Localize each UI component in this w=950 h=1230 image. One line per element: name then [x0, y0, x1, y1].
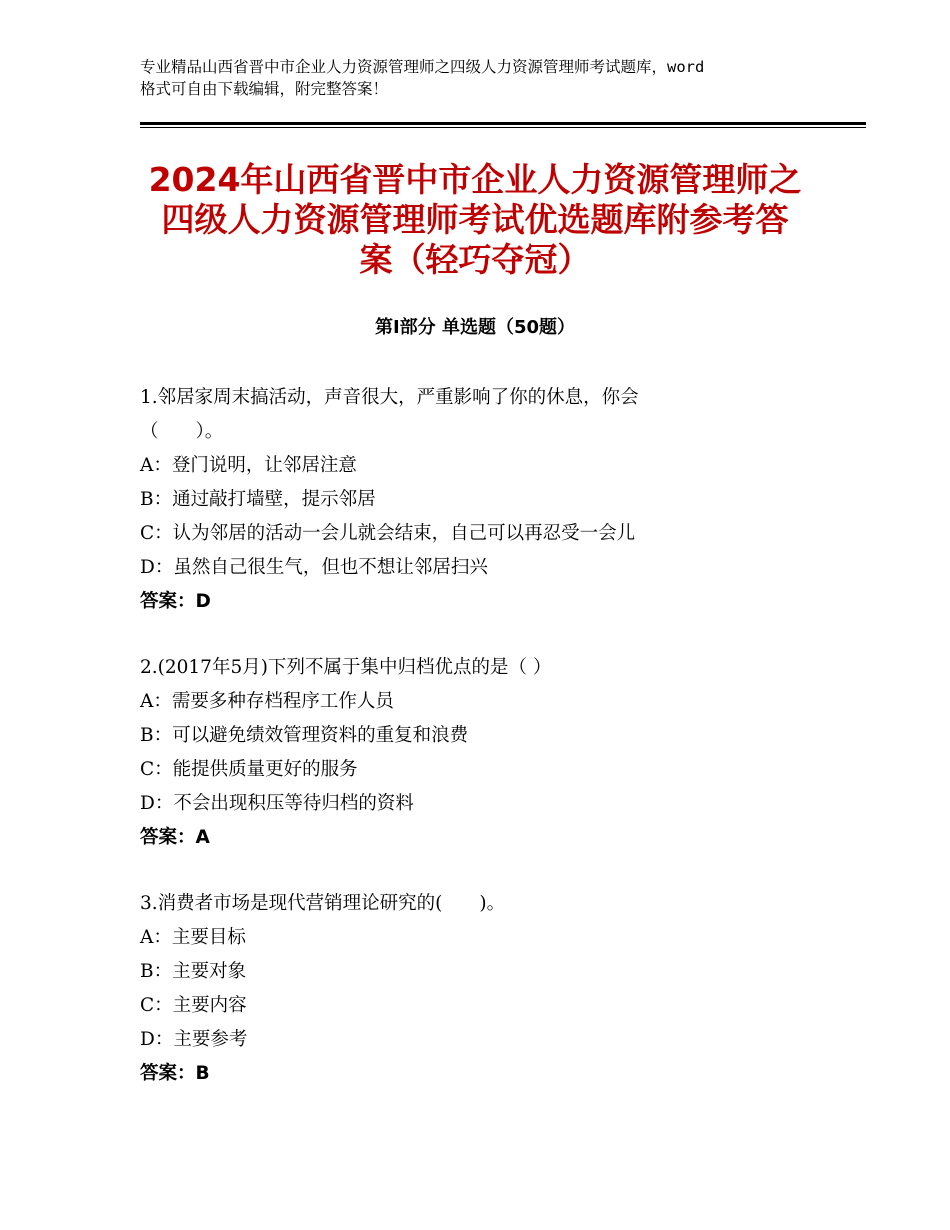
- header-note-line: 专业精品山西省晋中市企业人力资源管理师之四级人力资源管理师考试题库，word: [140, 58, 705, 76]
- option-d: D：不会出现积压等待归档的资料: [140, 793, 414, 814]
- option-a: A：登门说明，让邻居注意: [140, 455, 357, 476]
- question-list: [140, 383, 860, 1125]
- option-b: B：可以避免绩效管理资料的重复和浪费: [140, 725, 469, 746]
- option-b: B：通过敲打墙壁，提示邻居: [140, 489, 376, 510]
- option-c: C：主要内容: [140, 995, 247, 1016]
- question-2: [140, 653, 860, 857]
- question-3: [140, 889, 860, 1093]
- question-stem: （ ）。: [140, 421, 224, 442]
- option-b: B：主要对象: [140, 961, 247, 982]
- option-c: C：认为邻居的活动一会儿就会结束，自己可以再忍受一会儿: [140, 523, 636, 544]
- answer-line: 答案：B: [140, 1063, 210, 1084]
- section-title: 第Ⅰ部分 单选题（50题）: [374, 317, 575, 338]
- question-1: [140, 383, 860, 621]
- document-title: [130, 160, 820, 280]
- answer-line: 答案：D: [140, 591, 211, 612]
- option-c: C：能提供质量更好的服务: [140, 759, 358, 780]
- document-title-line: 案（轻巧夺冠）: [359, 240, 591, 279]
- question-stem: 1.邻居家周末搞活动，声音很大，严重影响了你的休息，你会: [140, 387, 639, 408]
- question-stem: 3.消费者市场是现代营销理论研究的( )。: [140, 893, 506, 914]
- header-note-line: 格式可自由下载编辑，附完整答案！: [140, 80, 389, 98]
- option-d: D：主要参考: [140, 1029, 248, 1050]
- header-note: [140, 56, 840, 100]
- question-stem: 2.(2017年5月)下列不属于集中归档优点的是（ ）: [140, 657, 552, 678]
- document-title-line: 四级人力资源管理师考试优选题库附参考答: [161, 200, 789, 239]
- option-a: A：主要目标: [140, 927, 246, 948]
- header-divider-thick: [140, 122, 866, 125]
- option-a: A：需要多种存档程序工作人员: [140, 691, 394, 712]
- option-d: D：虽然自己很生气，但也不想让邻居扫兴: [140, 557, 488, 578]
- header-divider-thin: [140, 127, 866, 128]
- answer-line: 答案：A: [140, 827, 210, 848]
- document-title-line: 2024年山西省晋中市企业人力资源管理师之: [148, 160, 802, 199]
